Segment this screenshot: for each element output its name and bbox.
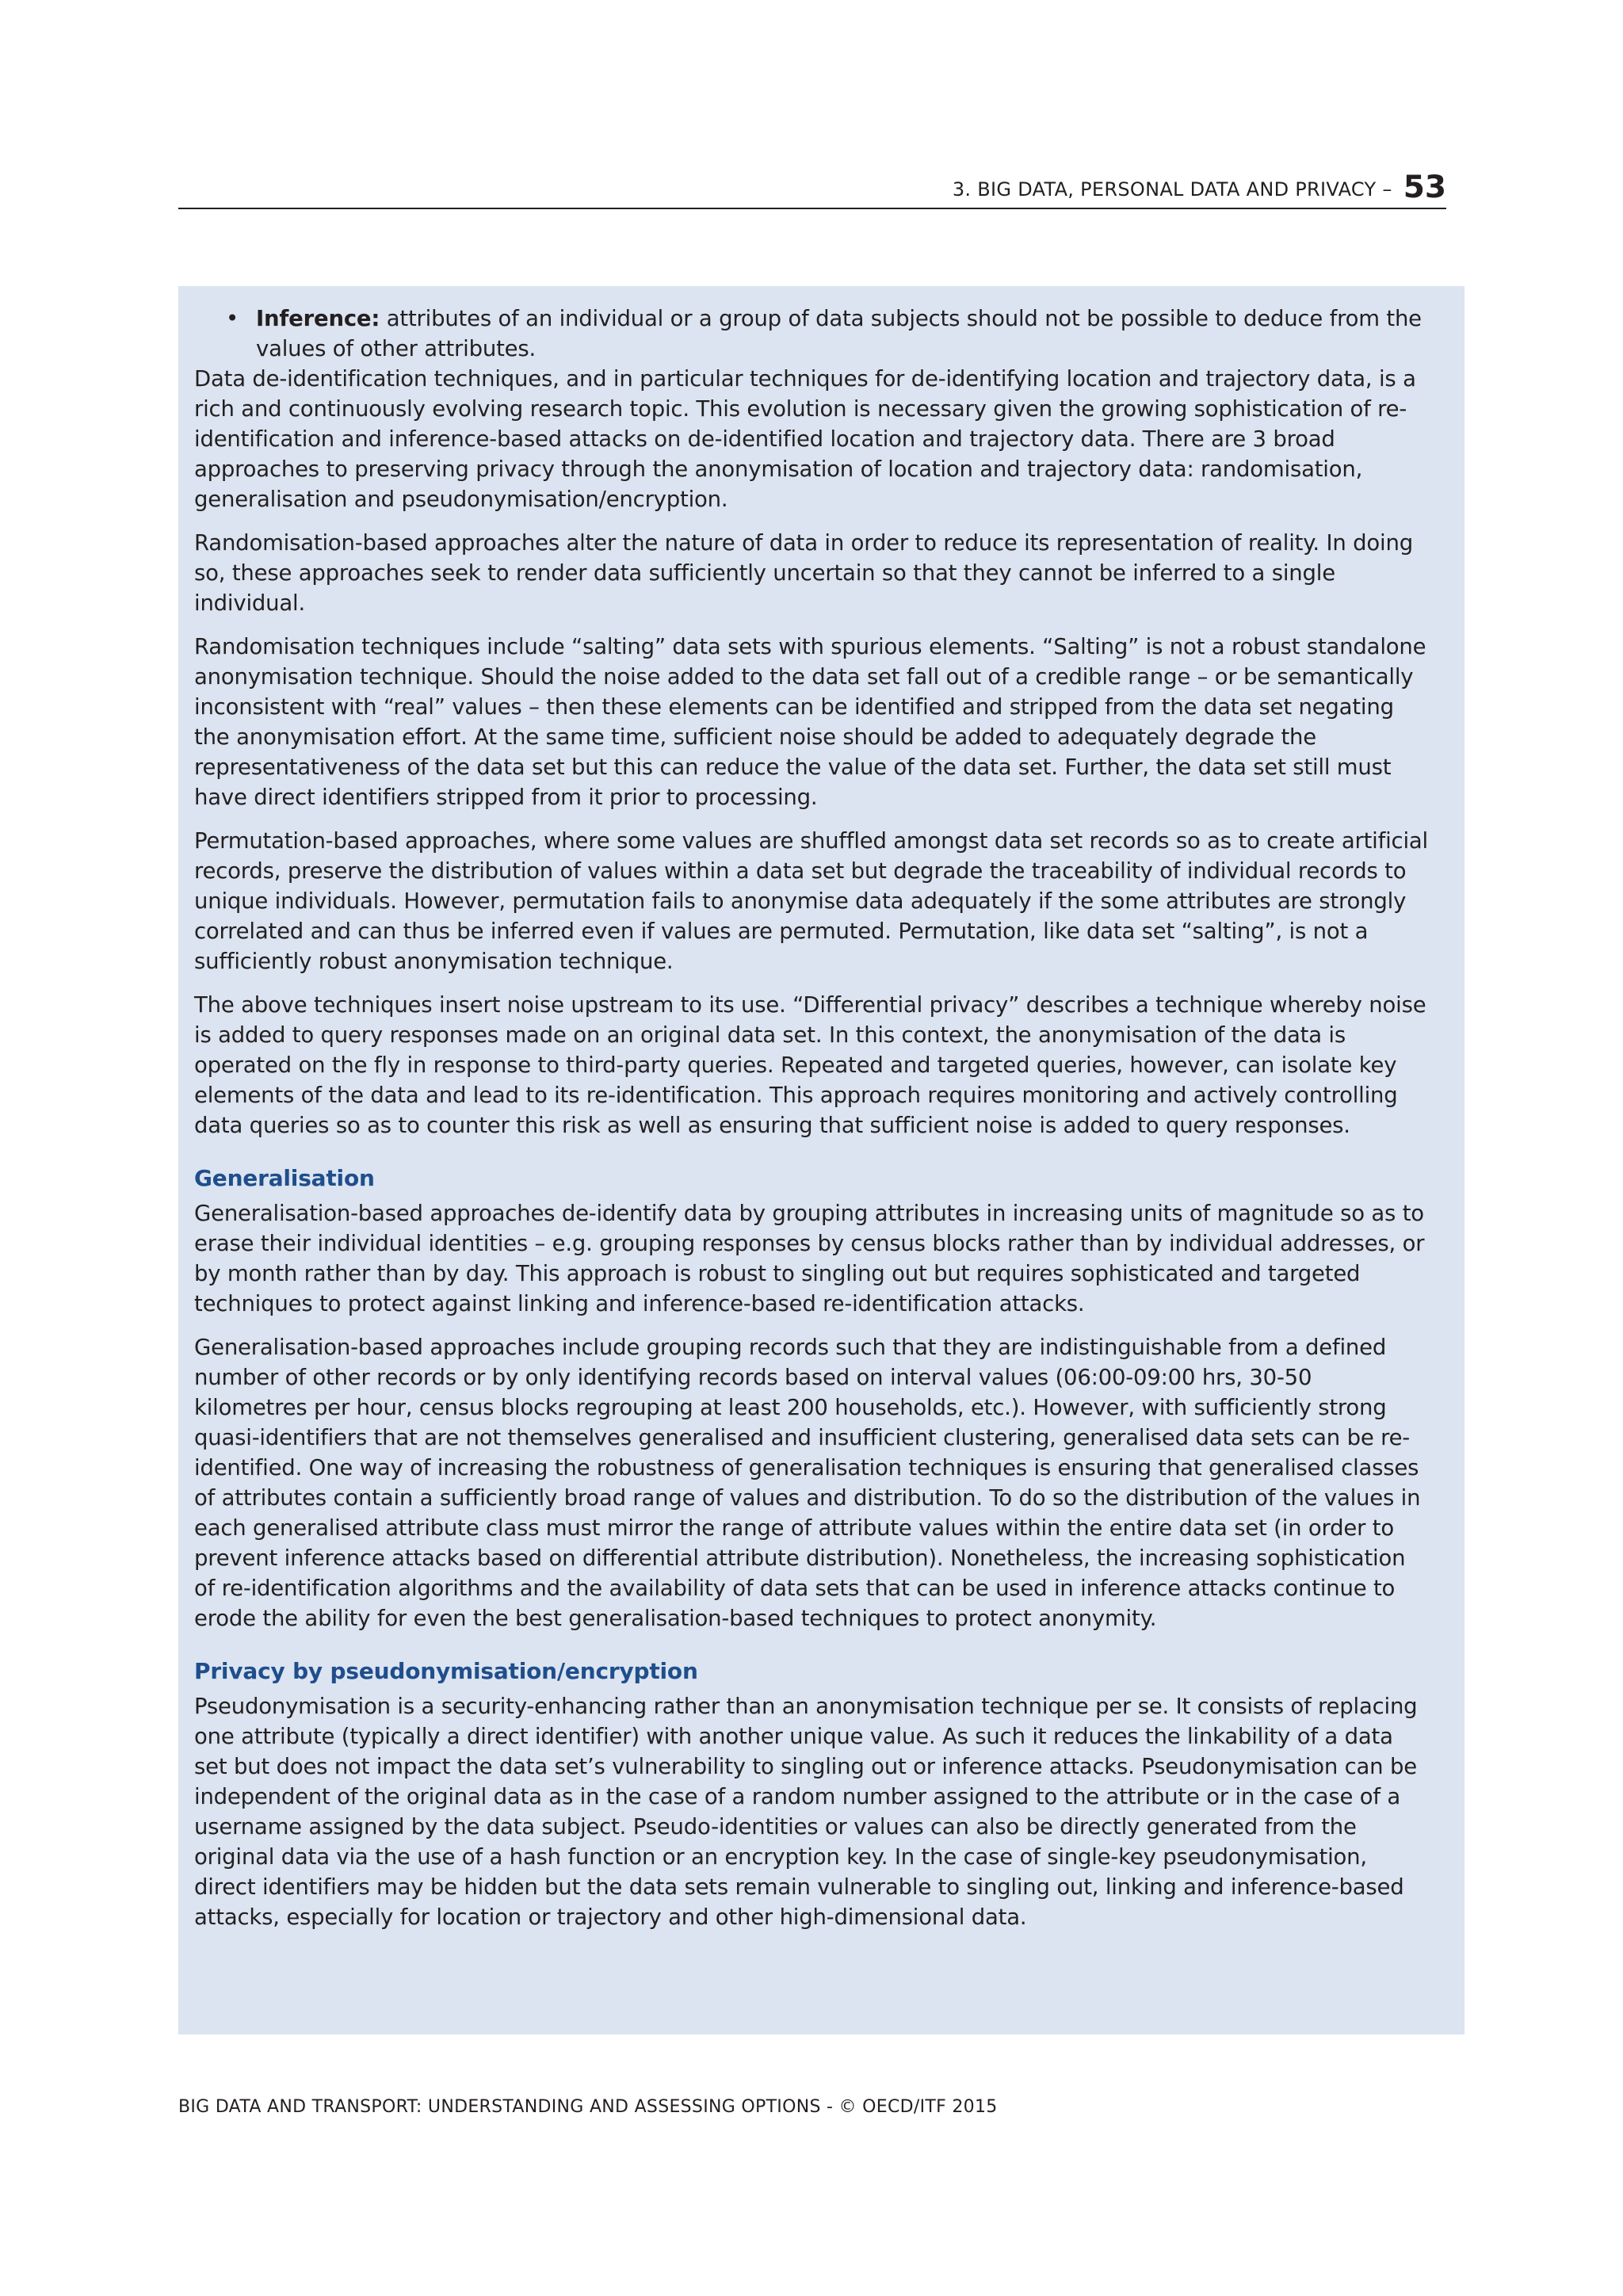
bullet-term: Inference: [256,306,380,331]
content-box [178,286,1465,2034]
running-title: 3. BIG DATA, PERSONAL DATA AND PRIVACY – [952,178,1392,201]
paragraph-salting: Randomisation techniques include “salting” data sets with spurious elements. “Salting” is not a robust standalone anonymisation technique. Should the noise added to the data set fall out of a credible range – or be semantically inconsistent with “real” values – then these elements can be identified and stripped from the data set negating the anonymisation effort. At the same time, sufficient noise should be added to adequately degrade the representativeness of the data set but this can reduce the value of the data set. Further, the data set still must have direct identifiers stripped from it prior to processing. [194,634,1426,810]
paragraph-generalisation-1: Generalisation-based approaches de-identify data by grouping attributes in increasing units of magnitude so as to erase their individual identities – e.g. grouping responses by census blocks rather than by individual addresses, or by month rather than by day. This approach is robust to singling out but requires sophisticated and targeted techniques to protect against linking and inference-based re-identification attacks. [194,1201,1425,1316]
paragraph-pseudonymisation: Pseudonymisation is a security-enhancing rather than an anonymisation technique per se. It consists of replacing one attribute (typically a direct identifier) with another unique value. As such it reduces the linkability of a data set but does not impact the data set’s vulnerability to singling out or inference attacks. Pseudonymisation can be independent of the original data as in the case of a random number assigned to the attribute or in the case of a username assigned by the data subject. Pseudo-identities or values can also be directly generated from the original data via the use of a hash function or an encryption key. In the case of single-key pseudonymisation, direct identifiers may be hidden but the data sets remain vulnerable to singling out, linking and inference-based attacks, especially for location or trajectory and other high-dimensional data. [194,1694,1418,1930]
paragraph-randomisation: Randomisation-based approaches alter the nature of data in order to reduce its representation of reality. In doing so, these approaches seek to render data sufficiently uncertain so that they cannot be inferred to a single individual. [194,530,1413,616]
bullet-item-inference [194,304,1431,364]
page-number: 53 [1403,170,1446,205]
bullet-text: attributes of an individual or a group of data subjects should not be possible to deduce from the values of other attributes. [256,306,1422,361]
paragraph-deidentification: Data de-identification techniques, and in particular techniques for de-identifying location and trajectory data, is a rich and continuously evolving research topic. This evolution is necessary given the growing sophistication of re-identification and inference-based attacks on de-identified location and trajectory data. There are 3 broad approaches to preserving privacy through the anonymisation of location and trajectory data: randomisation, generalisation and pseudonymisation/encryption. [194,366,1416,512]
page-footer: BIG DATA AND TRANSPORT: UNDERSTANDING AND ASSESSING OPTIONS - © OECD/ITF 2015 [178,2097,998,2117]
running-header [178,170,1446,209]
heading-generalisation: Generalisation [194,1165,375,1191]
paragraph-differential-privacy: The above techniques insert noise upstream to its use. “Differential privacy” describes a technique whereby noise is added to query responses made on an original data set. In this context, the anonymisation of the data is operated on the fly in response to third-party queries. Repeated and targeted queries, however, can isolate key elements of the data and lead to its re-identification. This approach requires monitoring and actively controlling data queries so as to counter this risk as well as ensuring that sufficient noise is added to query responses. [194,992,1426,1138]
paragraph-permutation: Permutation-based approaches, where some values are shuffled amongst data set records so as to create artificial records, preserve the distribution of values within a data set but degrade the traceability of individual records to unique individuals. However, permutation fails to anonymise data adequately if the some attributes are strongly correlated and can thus be inferred even if values are permuted. Permutation, like data set “salting”, is not a sufficiently robust anonymisation technique. [194,828,1428,974]
bullet-marker: • [226,306,239,331]
paragraph-generalisation-2: Generalisation-based approaches include grouping records such that they are indistinguishable from a defined number of other records or by only identifying records based on interval values (06:00-09:00 hrs, 30-50 kilometres per hour, census blocks regrouping at least 200 households, etc.). However, with sufficiently strong quasi-identifiers that are not themselves generalised and insufficient clustering, generalised data sets can be re-identified. One way of increasing the robustness of generalisation techniques is ensuring that generalised classes of attributes contain a sufficiently broad range of values and distribution. To do so the distribution of the values in each generalised attribute class must mirror the range of attribute values within the entire data set (in order to prevent inference attacks based on differential attribute distribution). Nonetheless, the increasing sophistication of re-identification algorithms and the availability of data sets that can be used in inference attacks continue to erode the ability for even the best generalisation-based techniques to protect anonymity. [194,1335,1421,1631]
heading-pseudonymisation: Privacy by pseudonymisation/encryption [194,1658,698,1684]
